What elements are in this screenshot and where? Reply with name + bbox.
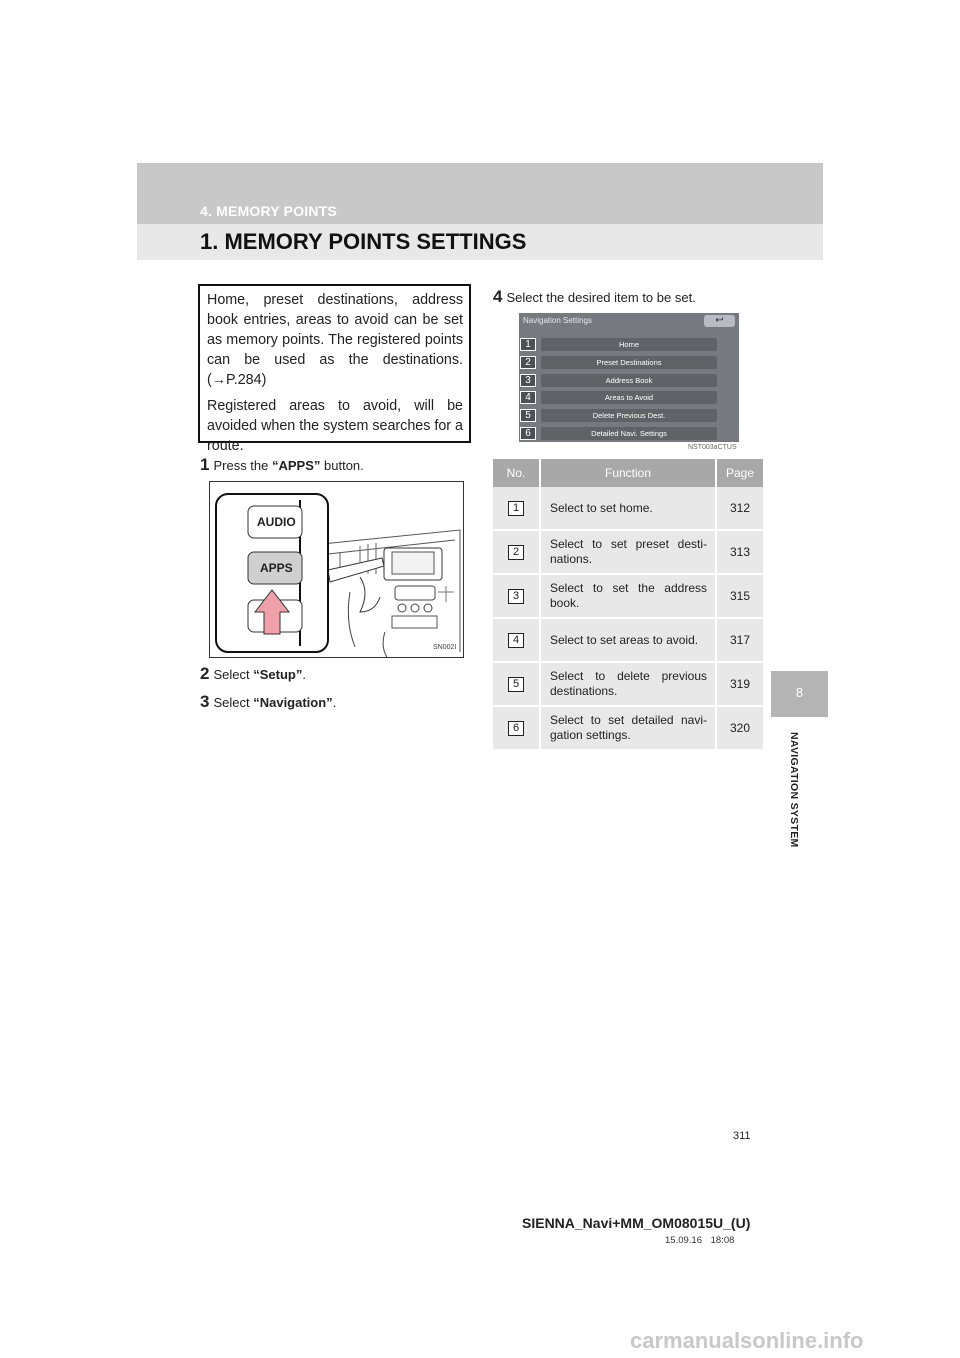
step-keyword: “Setup” <box>253 667 303 682</box>
row-number <box>493 487 540 530</box>
nav-item-home[interactable]: Home <box>541 338 717 351</box>
nav-item-address-book[interactable]: Address Book <box>541 374 717 387</box>
apps-button-label: APPS <box>260 561 293 575</box>
number-box: 1 <box>508 501 524 516</box>
step-text-end: . <box>332 695 337 710</box>
row-page: 319 <box>716 662 763 706</box>
number-box: 6 <box>508 721 524 736</box>
nav-item-number: 3 <box>520 374 536 387</box>
intro-paragraph-1: Home, preset destinations, address book entries, areas to avoid can be set as memory points. The registered points can be used as the destinations. (→P.284) <box>207 292 463 388</box>
step-text-end: button. <box>320 458 364 473</box>
row-number <box>493 574 540 618</box>
table-row <box>493 618 763 662</box>
nav-item-number: 5 <box>520 409 536 422</box>
nav-item-detailed-settings[interactable]: Detailed Navi. Settings <box>541 427 717 440</box>
step-text: Select <box>213 667 254 682</box>
row-function: Select to set preset desti-nations. <box>540 530 716 574</box>
step-text-end: . <box>302 667 306 682</box>
row-number <box>493 530 540 574</box>
row-page: 320 <box>716 706 763 750</box>
function-table <box>493 459 763 751</box>
step-text: Select <box>213 695 254 710</box>
nav-item-number: 1 <box>520 338 536 351</box>
step-keyword: “APPS” <box>272 458 321 473</box>
nav-screen-code: NST003aCTUS <box>688 444 737 451</box>
chapter-number: 8 <box>795 685 804 700</box>
col-header-page: Page <box>716 459 763 487</box>
audio-button-label: AUDIO <box>257 515 296 529</box>
row-page: 313 <box>716 530 763 574</box>
row-function: Select to set the address book. <box>540 574 716 618</box>
row-function: Select to set detailed navi-gation settings. <box>540 706 716 750</box>
row-number <box>493 618 540 662</box>
step-number: 2 <box>200 664 210 683</box>
number-box: 5 <box>508 677 524 692</box>
intro-paragraph-2: Registered areas to avoid, will be avoided when the system searches for a route. <box>207 398 463 454</box>
step-text: Select the desired item to be set. <box>506 290 696 305</box>
step-keyword: “Navigation” <box>253 695 333 710</box>
col-header-function: Function <box>540 459 716 487</box>
row-function: Select to set home. <box>540 487 716 530</box>
table-header-row <box>493 459 763 487</box>
dashboard-drawing <box>210 482 464 658</box>
number-box: 3 <box>508 589 524 604</box>
intro-box <box>198 284 471 454</box>
col-header-no: No. <box>493 459 540 487</box>
step-3 <box>200 692 336 712</box>
dashboard-illustration <box>209 481 464 658</box>
row-number <box>493 662 540 706</box>
row-page: 315 <box>716 574 763 618</box>
table-row <box>493 574 763 618</box>
nav-item-delete-previous[interactable]: Delete Previous Dest. <box>541 409 717 422</box>
step-2 <box>200 664 306 684</box>
row-number <box>493 706 540 750</box>
page-title: 1. MEMORY POINTS SETTINGS <box>200 229 527 254</box>
table-row <box>493 662 763 706</box>
step-number: 4 <box>493 287 503 306</box>
step-1 <box>200 455 364 475</box>
table-row <box>493 706 763 750</box>
nav-item-areas-to-avoid[interactable]: Areas to Avoid <box>541 391 717 404</box>
table-row <box>493 487 763 530</box>
nav-screen-title: Navigation Settings <box>523 316 592 325</box>
nav-item-number: 2 <box>520 356 536 369</box>
row-page: 312 <box>716 487 763 530</box>
number-box: 2 <box>508 545 524 560</box>
row-page: 317 <box>716 618 763 662</box>
page-number: 311 <box>733 1130 751 1142</box>
step-number: 3 <box>200 692 210 711</box>
document-code: SIENNA_Navi+MM_OM08015U_(U) <box>522 1215 751 1231</box>
nav-item-preset-destinations[interactable]: Preset Destinations <box>541 356 717 369</box>
watermark: carmanualsonline.info <box>630 1328 864 1353</box>
table-row <box>493 530 763 574</box>
illustration-code: SN002I <box>433 644 457 651</box>
row-function: Select to set areas to avoid. <box>540 618 716 662</box>
step-number: 1 <box>200 455 210 474</box>
section-label: 4. MEMORY POINTS <box>200 203 337 219</box>
nav-item-number: 6 <box>520 427 536 440</box>
step-text: Press the <box>213 458 272 473</box>
number-box: 4 <box>508 633 524 648</box>
row-function: Select to delete previous destinations. <box>540 662 716 706</box>
nav-item-number: 4 <box>520 391 536 404</box>
chapter-label-text: NAVIGATION SYSTEM <box>788 732 800 848</box>
document-date: 15.09.16 18:08 <box>665 1235 735 1246</box>
chapter-label <box>788 732 800 872</box>
step-4 <box>493 287 696 307</box>
back-icon[interactable]: ↩ <box>704 315 735 327</box>
